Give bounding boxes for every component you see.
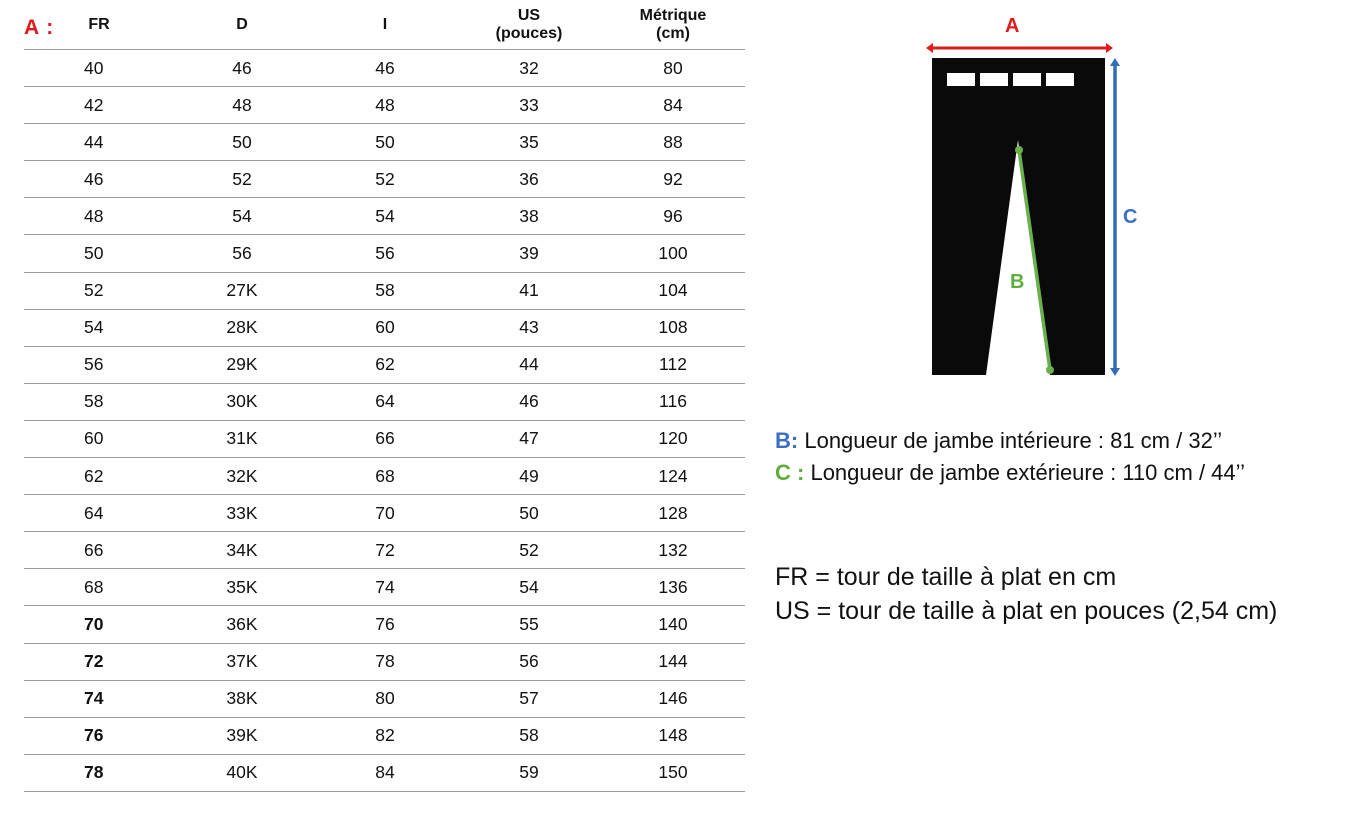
table-cell-i: 68	[375, 465, 395, 486]
table-cell-us: 41	[519, 280, 539, 301]
table-cell-d: 37K	[226, 651, 258, 672]
table-cell-d: 34K	[226, 539, 258, 560]
arrow-b-end-top	[1015, 146, 1023, 154]
table-cell-d: 38K	[226, 688, 258, 709]
table-cell-i: 72	[375, 539, 395, 560]
table-cell-i: 70	[375, 502, 395, 523]
table-cell-metric: 148	[658, 725, 688, 746]
table-row	[24, 569, 745, 606]
diagram-label-b: B	[1010, 271, 1025, 293]
table-row	[24, 755, 745, 792]
table-cell-fr: 66	[84, 539, 104, 560]
header-i	[335, 0, 435, 49]
header-d	[192, 0, 292, 49]
table-cell-us: 43	[519, 317, 539, 338]
table-cell-metric: 96	[663, 205, 683, 226]
table-cell-fr: 56	[84, 354, 104, 375]
table-cell-metric: 80	[663, 57, 683, 78]
table-cell-i: 80	[375, 688, 395, 709]
table-cell-us: 36	[519, 168, 539, 189]
table-cell-us: 59	[519, 762, 539, 783]
table-row	[24, 532, 745, 569]
table-cell-fr: 68	[84, 576, 104, 597]
table-cell-metric: 128	[658, 502, 688, 523]
table-cell-us: 33	[519, 94, 539, 115]
table-cell-metric: 88	[663, 131, 683, 152]
table-cell-d: 40K	[226, 762, 258, 783]
table-cell-d: 39K	[226, 725, 258, 746]
table-cell-d: 27K	[226, 280, 258, 301]
table-cell-d: 33K	[226, 502, 258, 523]
table-row	[24, 273, 745, 310]
diagram-label-a: A	[1005, 15, 1020, 37]
table-row	[24, 495, 745, 532]
table-cell-fr: 62	[84, 465, 104, 486]
table-row	[24, 161, 745, 198]
table-cell-metric: 136	[658, 576, 688, 597]
legend-b-key: B:	[775, 428, 799, 453]
pants-body	[932, 58, 1105, 375]
table-row	[24, 644, 745, 681]
measure-a-label: A :	[24, 16, 55, 39]
arrow-a-head-right	[1106, 43, 1113, 53]
table-cell-i: 74	[375, 576, 395, 597]
table-cell-us: 32	[519, 57, 539, 78]
table-cell-d: 36K	[226, 613, 258, 634]
belt-loop-gap-1	[947, 73, 975, 86]
table-row	[24, 421, 745, 458]
table-cell-i: 54	[375, 205, 395, 226]
header-us	[479, 0, 579, 49]
table-cell-metric: 124	[658, 465, 688, 486]
table-cell-us: 57	[519, 688, 539, 709]
table-cell-fr: 58	[84, 391, 104, 412]
table-cell-us: 54	[519, 576, 539, 597]
table-cell-us: 58	[519, 725, 539, 746]
table-cell-i: 84	[375, 762, 395, 783]
table-cell-us: 46	[519, 391, 539, 412]
table-cell-d: 32K	[226, 465, 258, 486]
table-cell-i: 50	[375, 131, 395, 152]
note-fr: FR = tour de taille à plat en cm	[775, 563, 1117, 591]
table-cell-i: 76	[375, 613, 395, 634]
pants-diagram-svg	[900, 0, 1160, 400]
table-cell-fr: 72	[84, 651, 104, 672]
table-row	[24, 384, 745, 421]
table-cell-us: 35	[519, 131, 539, 152]
table-cell-d: 46	[232, 57, 252, 78]
table-cell-fr: 78	[84, 762, 104, 783]
table-cell-fr: 44	[84, 131, 104, 152]
table-cell-i: 48	[375, 94, 395, 115]
table-cell-i: 64	[375, 391, 395, 412]
table-cell-us: 39	[519, 243, 539, 264]
table-cell-metric: 84	[663, 94, 683, 115]
header-d-label: D	[236, 15, 248, 33]
table-cell-metric: 112	[659, 354, 687, 375]
header-fr-label: FR	[88, 15, 110, 33]
table-row	[24, 124, 745, 161]
belt-loop-gap-3	[1013, 73, 1041, 86]
table-cell-d: 28K	[226, 317, 258, 338]
table-cell-us: 49	[519, 465, 539, 486]
table-row	[24, 458, 745, 495]
table-cell-metric: 144	[658, 651, 688, 672]
table-cell-d: 29K	[226, 354, 258, 375]
table-cell-d: 30K	[226, 391, 258, 412]
table-cell-i: 46	[375, 57, 395, 78]
legend-c-text: Longueur de jambe extérieure : 110 cm / 44’’	[810, 460, 1246, 485]
table-cell-us: 56	[519, 651, 539, 672]
header-us-unit: (pouces)	[495, 24, 563, 42]
legend-c-key: C :	[775, 460, 805, 485]
table-row	[24, 606, 745, 643]
notes	[775, 560, 1277, 628]
table-cell-d: 48	[232, 94, 252, 115]
table-cell-fr: 50	[84, 243, 104, 264]
table-cell-fr: 70	[84, 613, 104, 634]
table-cell-fr: 48	[84, 205, 104, 226]
table-cell-fr: 60	[84, 428, 104, 449]
pants-diagram	[900, 0, 1160, 400]
table-cell-i: 82	[375, 725, 395, 746]
legend-b-text: Longueur de jambe intérieure : 81 cm / 32’’	[804, 428, 1223, 453]
arrow-c-head-bottom	[1110, 368, 1120, 376]
belt-loop-gap-2	[980, 73, 1008, 86]
table-cell-us: 50	[519, 502, 539, 523]
table-cell-i: 58	[375, 280, 395, 301]
table-cell-metric: 92	[663, 168, 683, 189]
table-cell-d: 31K	[226, 428, 258, 449]
table-cell-us: 44	[519, 354, 539, 375]
table-cell-d: 52	[232, 168, 252, 189]
table-cell-metric: 104	[658, 280, 688, 301]
waistband	[932, 58, 1105, 72]
table-cell-fr: 76	[84, 725, 104, 746]
table-cell-metric: 132	[658, 539, 688, 560]
table-header	[24, 0, 745, 50]
table-cell-fr: 54	[84, 317, 104, 338]
table-cell-metric: 150	[658, 762, 688, 783]
table-cell-us: 52	[519, 539, 539, 560]
table-cell-metric: 140	[658, 613, 688, 634]
arrow-c-head-top	[1110, 58, 1120, 66]
header-metric-label: Métrique	[639, 6, 707, 24]
legend-b	[775, 425, 1245, 457]
table-cell-us: 38	[519, 205, 539, 226]
table-cell-d: 54	[232, 205, 252, 226]
table-cell-metric: 120	[658, 428, 688, 449]
table-cell-i: 62	[375, 354, 395, 375]
diagram-label-c: C	[1123, 206, 1138, 228]
table-cell-fr: 52	[84, 280, 104, 301]
table-cell-us: 47	[519, 428, 539, 449]
table-cell-d: 50	[232, 131, 252, 152]
size-table	[24, 0, 745, 792]
table-cell-us: 55	[519, 613, 539, 634]
table-cell-d: 56	[232, 243, 252, 264]
table-row	[24, 310, 745, 347]
table-row	[24, 50, 745, 87]
header-metric	[623, 0, 723, 49]
table-cell-metric: 108	[658, 317, 688, 338]
arrow-a-head-left	[926, 43, 933, 53]
arrow-b-end-bottom	[1046, 366, 1054, 374]
table-row	[24, 718, 745, 755]
table-cell-i: 66	[375, 428, 395, 449]
header-i-label: I	[382, 15, 388, 33]
legend	[775, 425, 1245, 489]
table-cell-d: 35K	[226, 576, 258, 597]
belt-loop-gap-4	[1046, 73, 1074, 86]
table-row	[24, 87, 745, 124]
table-cell-fr: 74	[84, 688, 104, 709]
table-row	[24, 198, 745, 235]
table-cell-metric: 116	[659, 391, 687, 412]
table-body	[24, 50, 745, 792]
table-cell-i: 56	[375, 243, 395, 264]
table-cell-fr: 42	[84, 94, 104, 115]
note-us: US = tour de taille à plat en pouces (2,54 cm)	[775, 597, 1278, 625]
table-cell-i: 60	[375, 317, 395, 338]
table-row	[24, 235, 745, 272]
header-us-label: US	[517, 6, 541, 24]
table-row	[24, 681, 745, 718]
table-cell-i: 78	[375, 651, 395, 672]
table-row	[24, 347, 745, 384]
table-cell-metric: 146	[658, 688, 688, 709]
table-cell-fr: 46	[84, 168, 104, 189]
table-cell-i: 52	[375, 168, 395, 189]
table-cell-fr: 40	[84, 57, 104, 78]
header-metric-unit: (cm)	[656, 24, 690, 42]
table-cell-fr: 64	[84, 502, 104, 523]
table-cell-metric: 100	[658, 243, 688, 264]
legend-c	[775, 457, 1245, 489]
header-fr	[64, 0, 134, 49]
